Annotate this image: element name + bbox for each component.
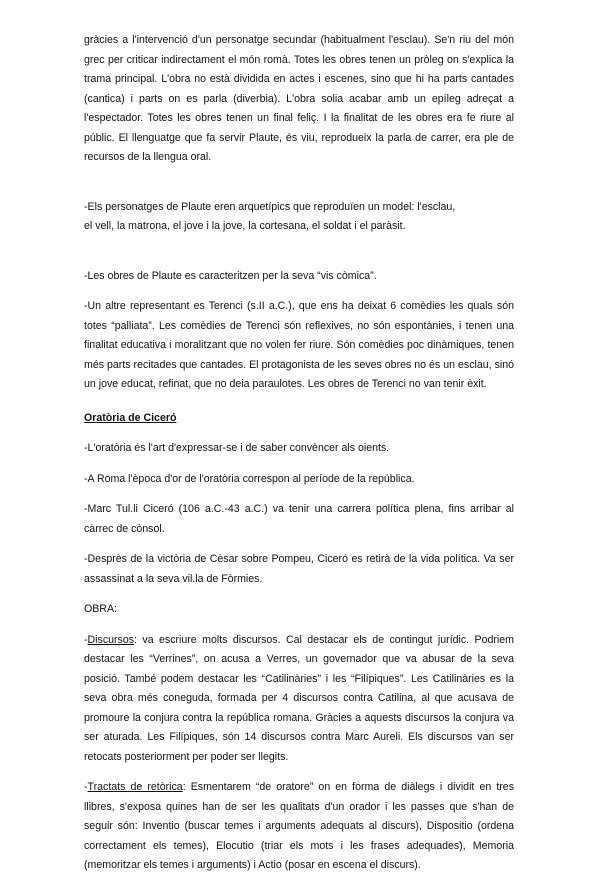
discursos-text: : va escriure molts discursos. Cal destacar els de contingut jurídic. Podriem destacar les “Verrines”, on acusa a Verres, un governador que va abusar de la seva posició. També podem destacar les “Catilinàries” i les “Filípiques”. Les Catilinàries es la seva obra més coneguda, formada per 4 discursos contra Catilina, al que acusava de promoure la conjura contra la república romana. Gràcies a aquests discursos la conjura va ser aturada. Les Filípiques, són 14 discursos contra Marc Aureli. Els discursos van ser retocats posteriorment per poder ser llegits. (84, 633, 514, 763)
despres-cesar-paragraph: -Desprès de la victòria de Cèsar sobre Pompeu, Ciceró es retirà de la vida política. Va ser assassinat a la seva vil.la de Fòrmies. (84, 553, 514, 585)
discursos-paragraph (84, 631, 514, 768)
tractats-prefix: - (84, 781, 88, 793)
tractats-paragraph (84, 778, 514, 876)
characters-paragraph (84, 198, 514, 237)
page-content (84, 31, 514, 876)
obra-label: OBRA: (84, 603, 117, 615)
section-heading: Oratòria de Ciceró (84, 411, 177, 424)
terenci-paragraph: -Un altre representant es Terenci (s.II a.C.), que ens ha deixat 6 comèdies les quals són totes “palliata”. Les comèdies de Terenci són reflexives, no són espontànies, i tenen una finalitat educativa i moralitzant que no volen fer riure. Són comèdies poc dinàmiques, tenen més parts recitades que cantades. El protagonista de les seves obres no és un esclau, sinó un jove educat, refinat, que no deia paraulotes. Les obres de Terenci no van tenir èxit. (84, 300, 514, 390)
discursos-term: Discursos (87, 633, 135, 646)
roma-epoca-paragraph: -A Roma l'època d'or de l'oratòria correspon al període de la república. (84, 472, 415, 485)
discursos-prefix: - (84, 633, 88, 646)
intro-paragraph: gràcies a l'intervenció d'un personatge secundar (habitualment l'esclau). Se'n riu del món grec per criticar indirectament el món romà. Totes les obres tenen un pròleg on s'explica la trama principal. L'obra no està dividida en actes i escenes, sino que hi ha parts cantades (cantica) i parts on es parla (diverbia). L'obra solia acabar amb un epíleg adreçat a l'espectador. Totes les obres tenen un final feliç. I la finalitat de les obres era fe riure al públic. El llenguatge que fa servir Plaute, és viu, reprodueix la parla de carrer, era ple de recursos de la llengua oral. (84, 34, 514, 163)
oratoria-definition: -L'oratòria és l'art d'expressar-se i de saber convèncer als oients. (84, 442, 390, 454)
characters-line-2: el vell, la matrona, el jove i la jove, la cortesana, el soldat i el paràsit. (84, 220, 406, 232)
tractats-text: : Esmentarem “de oratore” on en forma de diàlegs i dividit en tres llibres, s'exposa quines han de ser les qualitats d'un orador i les passes que s'han de seguir són: Inventio (buscar temes i arguments adequats al discurs), Dispositio (ordena correctament els temes), Elocutio (triar els mots i les frases adequades), Memoria (memoritzar els temes i arguments) i Actio (posar en escena el discurs). (84, 781, 514, 871)
ciceron-career-paragraph: -Marc Tul.li Ciceró (106 a.C.-43 a.C.) va tenir una carrera política plena, fins arribar al càrrec de cònsol. (84, 503, 514, 535)
tractats-term: Tractats de retòrica (87, 781, 183, 793)
characters-line-1: -Els personatges de Plaute eren arquetípics que reproduïen un model: l'esclau, (84, 200, 456, 213)
vis-comica-paragraph: -Les obres de Plaute es caracteritzen per la seva “vis còmica”. (84, 269, 377, 282)
